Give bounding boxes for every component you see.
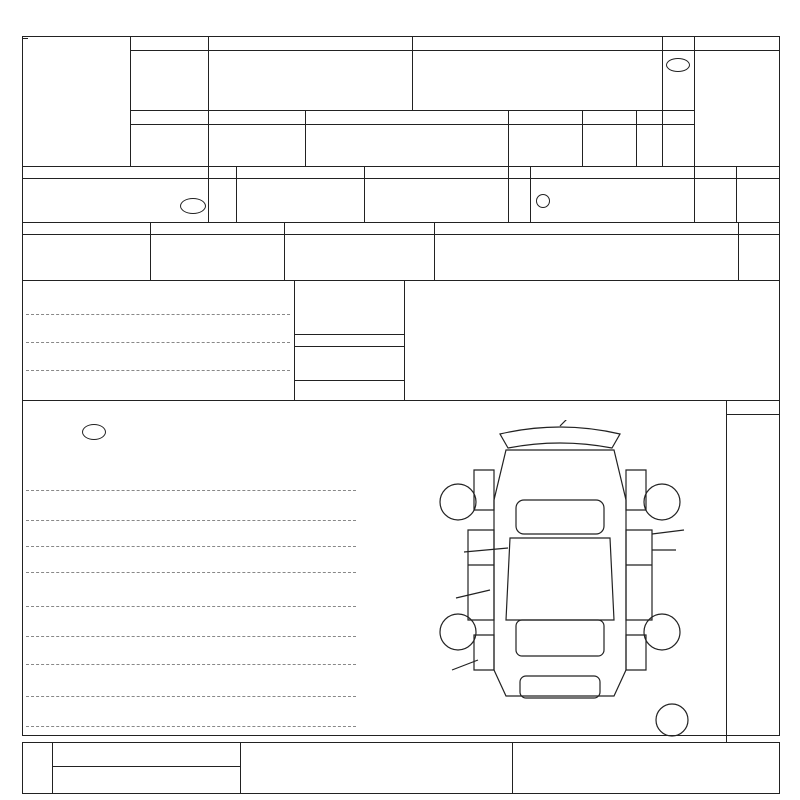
car-diagram xyxy=(420,420,720,740)
